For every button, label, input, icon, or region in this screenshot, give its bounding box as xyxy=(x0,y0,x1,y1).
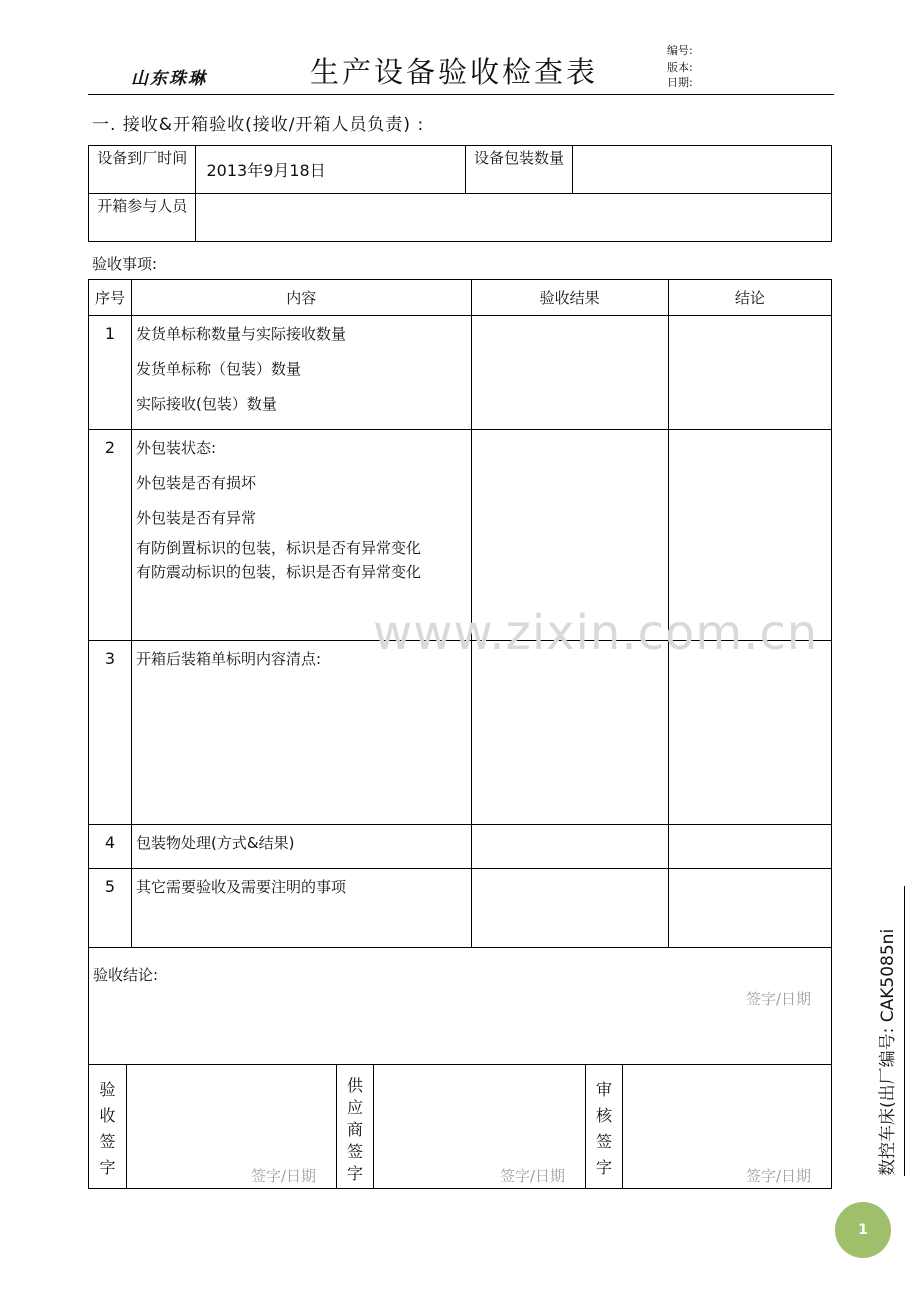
page-number-badge: 1 xyxy=(835,1202,891,1258)
items-heading: 验收事项: xyxy=(92,255,158,273)
row-result-cell[interactable] xyxy=(471,641,668,825)
company-name: 山东珠琳 xyxy=(131,69,207,89)
row-conclusion-cell[interactable] xyxy=(668,825,831,869)
row-result-cell[interactable] xyxy=(471,825,668,869)
row-number: 3 xyxy=(89,641,132,825)
row-line: 外包装是否有损坏 xyxy=(136,474,257,492)
col-header-result: 验收结果 xyxy=(471,280,668,316)
signature-field[interactable] xyxy=(374,1065,586,1188)
signature-label-text: 审核签字 xyxy=(596,1080,613,1177)
row-line: 外包装状态: xyxy=(136,439,217,457)
package-count-value[interactable] xyxy=(573,146,832,194)
section-heading: 一. 接收&开箱验收(接收/开箱人员负责) : xyxy=(92,115,425,135)
conclusion-box[interactable] xyxy=(88,906,832,1065)
row-content xyxy=(132,825,471,869)
row-number: 1 xyxy=(89,316,132,430)
signature-label-cell xyxy=(89,1065,127,1188)
signature-hint: 签字/日期 xyxy=(250,1167,316,1185)
signature-label xyxy=(586,1077,622,1181)
row-line: 发货单标称数量与实际接收数量 xyxy=(136,325,347,343)
page-title: 生产设备验收检查表 xyxy=(310,55,599,89)
signature-row xyxy=(88,1064,832,1189)
signature-label-text: 验收签字 xyxy=(99,1080,116,1177)
row-number: 5 xyxy=(89,869,132,948)
signature-label-text: 供应商签字 xyxy=(347,1076,364,1183)
signature-field[interactable] xyxy=(623,1065,831,1188)
signature-field[interactable] xyxy=(127,1065,337,1188)
row-line: 有防震动标识的包装，标识是否有异常变化 xyxy=(136,563,422,581)
col-header-no: 序号 xyxy=(89,280,132,316)
row-line: 发货单标称（包装）数量 xyxy=(136,360,302,378)
col-header-conclusion: 结论 xyxy=(668,280,831,316)
row-line: 外包装是否有异常 xyxy=(136,509,257,527)
package-count-label: 设备包装数量 xyxy=(465,146,572,194)
row-number: 4 xyxy=(89,825,132,869)
arrival-label: 设备到厂时间 xyxy=(89,146,196,194)
meta-version: 版本: xyxy=(667,61,693,74)
row-line: 包装物处理(方式&结果) xyxy=(136,834,295,852)
table-row xyxy=(89,316,832,430)
participants-label: 开箱参与人员 xyxy=(89,194,196,242)
signature-label xyxy=(89,1077,126,1181)
row-line: 有防倒置标识的包装，标识是否有异常变化 xyxy=(136,539,422,557)
row-line: 其它需要验收及需要注明的事项 xyxy=(136,878,347,896)
signature-label xyxy=(337,1075,373,1185)
row-conclusion-cell[interactable] xyxy=(668,641,831,825)
col-header-content: 内容 xyxy=(132,280,471,316)
header-divider xyxy=(88,94,834,95)
row-result-cell[interactable] xyxy=(471,316,668,430)
conclusion-label: 验收结论: xyxy=(93,966,159,984)
row-line: 开箱后装箱单标明内容清点: xyxy=(136,650,322,668)
row-conclusion-cell[interactable] xyxy=(668,316,831,430)
signature-hint: 签字/日期 xyxy=(499,1167,565,1185)
arrival-value[interactable]: 2013年9月18日 xyxy=(196,146,465,194)
receipt-table xyxy=(88,145,832,242)
signature-label-cell xyxy=(586,1065,623,1188)
signature-label-cell xyxy=(337,1065,374,1188)
side-equipment-label xyxy=(868,886,908,1176)
row-content xyxy=(132,316,471,430)
conclusion-sign-hint: 签字/日期 xyxy=(745,990,811,1008)
row-content xyxy=(132,641,471,825)
watermark: www.zixin.com.cn xyxy=(373,605,819,661)
row-line: 实际接收(包装）数量 xyxy=(136,395,277,413)
table-row xyxy=(89,641,832,825)
meta-number: 编号: xyxy=(667,44,693,57)
participants-value[interactable] xyxy=(196,194,832,242)
table-row xyxy=(89,825,832,869)
signature-hint: 签字/日期 xyxy=(745,1167,811,1185)
meta-date: 日期: xyxy=(667,76,693,89)
row-number: 2 xyxy=(89,430,132,641)
side-text: 数控车床(出厂编号: CAK5085ni xyxy=(878,928,898,1176)
side-underline xyxy=(904,886,905,1176)
